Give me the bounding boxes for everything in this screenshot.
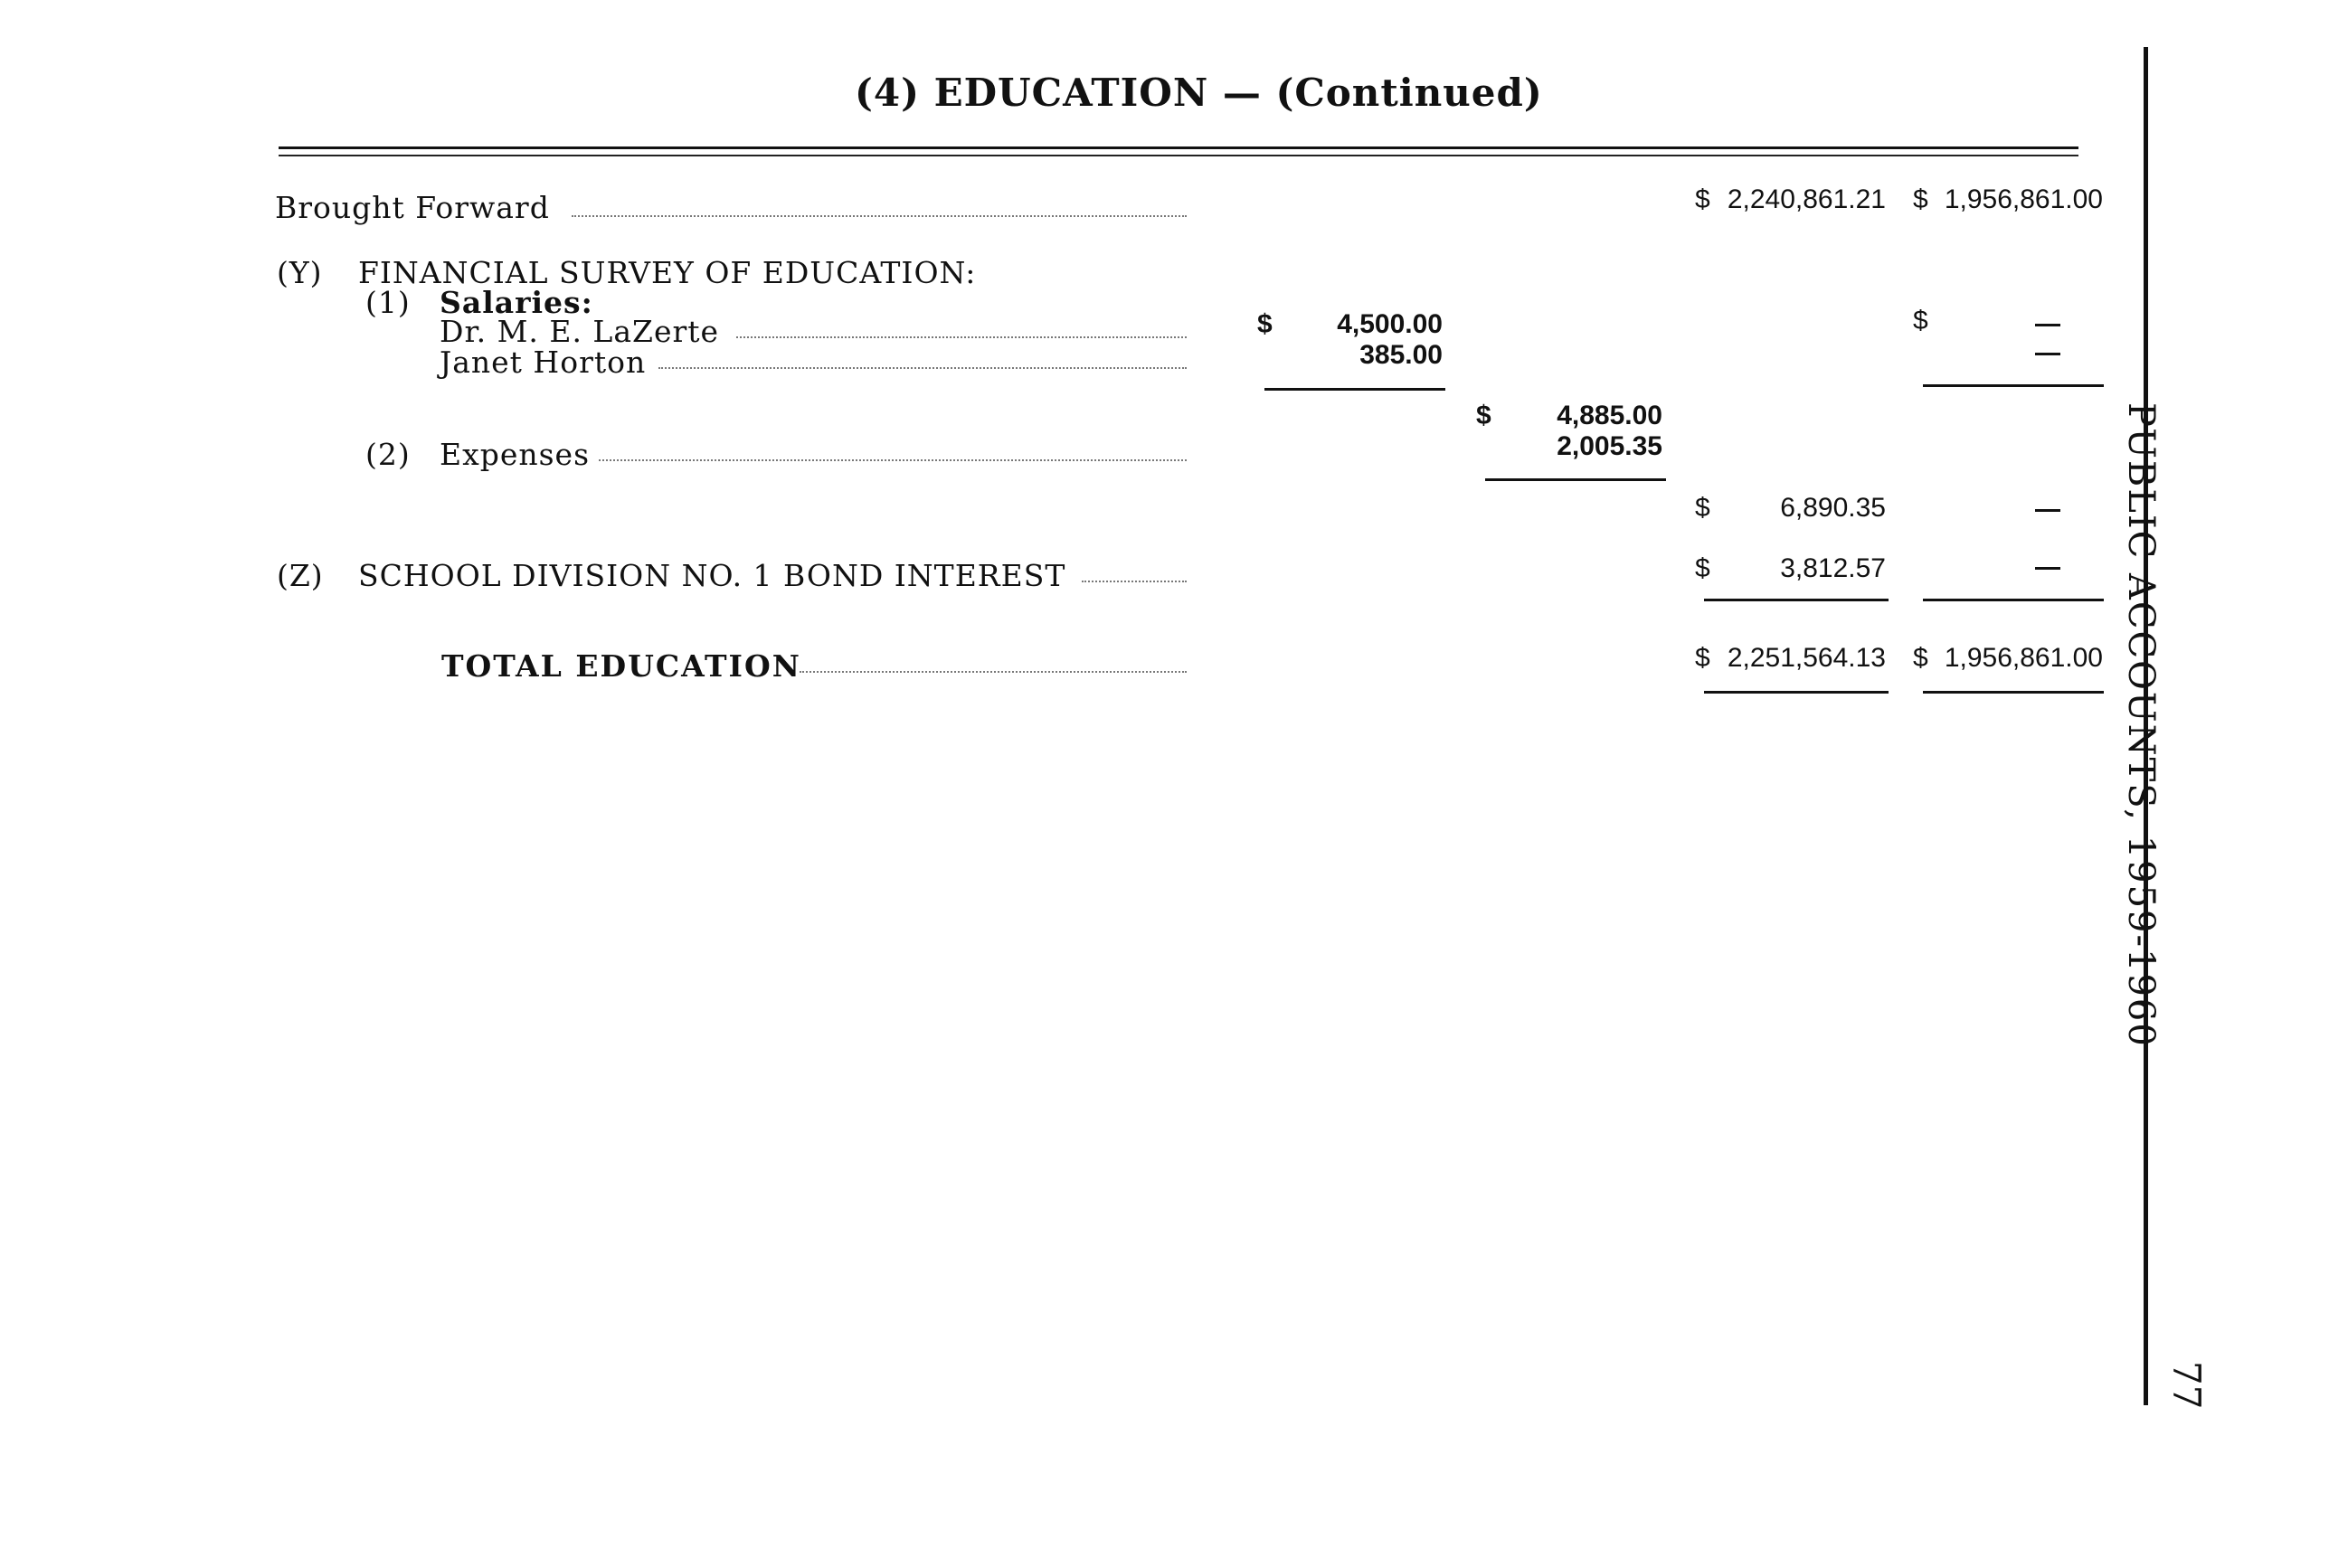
brought-forward-dollar-a: $ bbox=[1695, 184, 1710, 214]
brought-forward-dollar-b: $ bbox=[1913, 184, 1928, 214]
prior-dash bbox=[2035, 324, 2060, 326]
total-dollar-a: $ bbox=[1695, 643, 1710, 673]
section-y-heading: FINANCIAL SURVEY OF EDUCATION: bbox=[358, 255, 977, 290]
leader-dots bbox=[800, 671, 1187, 673]
salary-amount-lazerte: 4,500.00 bbox=[1337, 309, 1443, 339]
salaries-total-amount: 4,885.00 bbox=[1557, 401, 1662, 430]
expenses-number: (2) bbox=[365, 437, 411, 472]
prior-dash bbox=[2035, 509, 2060, 512]
subtotal-rule bbox=[1264, 388, 1445, 391]
page-number: 77 bbox=[2164, 1361, 2209, 1410]
total-underline bbox=[1704, 691, 1889, 694]
expenses-amount: 2,005.35 bbox=[1557, 431, 1662, 461]
total-rule bbox=[1704, 599, 1889, 601]
salary-dollar: $ bbox=[1257, 309, 1273, 339]
prior-dollar: $ bbox=[1913, 306, 1928, 335]
subtotal-rule bbox=[1485, 478, 1666, 481]
prior-dash bbox=[2035, 567, 2060, 570]
total-label: TOTAL EDUCATION bbox=[441, 648, 801, 684]
leader-dots bbox=[1082, 581, 1187, 582]
salaries-heading: Salaries: bbox=[440, 285, 593, 320]
total-rule bbox=[1923, 599, 2104, 601]
brought-forward-amount-a: 2,240,861.21 bbox=[1727, 184, 1886, 214]
salary-name-lazerte: Dr. M. E. LaZerte bbox=[440, 314, 720, 349]
expenses-label: Expenses bbox=[440, 437, 591, 472]
salaries-number: (1) bbox=[365, 285, 411, 320]
leader-dots bbox=[658, 367, 1187, 369]
brought-forward-label: Brought Forward bbox=[275, 190, 550, 225]
salary-amount-horton: 385.00 bbox=[1359, 340, 1443, 370]
total-amount-a: 2,251,564.13 bbox=[1727, 643, 1886, 673]
section-y-subtotal-amount: 6,890.35 bbox=[1780, 493, 1886, 523]
leader-dots bbox=[572, 215, 1187, 217]
total-dollar-b: $ bbox=[1913, 643, 1928, 673]
salary-name-horton: Janet Horton bbox=[440, 345, 647, 380]
section-z-dollar: $ bbox=[1695, 553, 1710, 583]
header-rule-bottom bbox=[279, 155, 2078, 156]
leader-dots bbox=[736, 336, 1187, 338]
header-rule-top bbox=[279, 146, 2078, 149]
section-z-amount: 3,812.57 bbox=[1780, 553, 1886, 583]
side-header: PUBLIC ACCOUNTS, 1959-1960 bbox=[2120, 402, 2162, 1048]
section-z-label: SCHOOL DIVISION NO. 1 BOND INTEREST bbox=[358, 558, 1066, 593]
section-y-subtotal-dollar: $ bbox=[1695, 493, 1710, 523]
section-y-letter: (Y) bbox=[277, 255, 323, 290]
prior-dash bbox=[2035, 353, 2060, 355]
salaries-total-dollar: $ bbox=[1476, 401, 1491, 430]
total-amount-b: 1,956,861.00 bbox=[1944, 643, 2103, 673]
page-title: (4) EDUCATION — (Continued) bbox=[855, 71, 1543, 115]
total-underline bbox=[1923, 691, 2104, 694]
brought-forward-amount-b: 1,956,861.00 bbox=[1944, 184, 2103, 214]
leader-dots bbox=[599, 459, 1187, 461]
subtotal-rule bbox=[1923, 384, 2104, 387]
section-z-letter: (Z) bbox=[277, 558, 324, 593]
